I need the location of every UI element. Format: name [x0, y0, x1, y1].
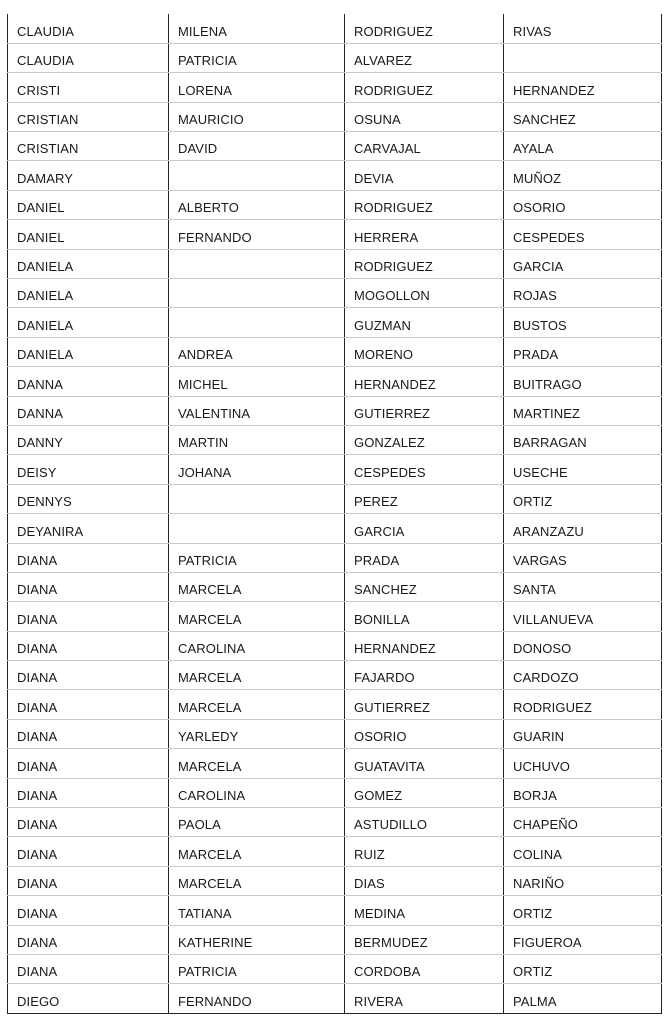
second-surname-cell: BORJA: [504, 778, 662, 807]
first-name-cell: DIANA: [8, 866, 169, 895]
second-surname-cell: CESPEDES: [504, 220, 662, 249]
first-name-cell: CLAUDIA: [8, 14, 169, 43]
second-name-cell: [169, 484, 345, 513]
first-name-cell: DIANA: [8, 572, 169, 601]
first-name-cell: DIANA: [8, 896, 169, 925]
second-surname-cell: COLINA: [504, 837, 662, 866]
second-name-cell: MARCELA: [169, 749, 345, 778]
table-row: [8, 631, 662, 660]
first-surname-cell: OSORIO: [345, 719, 504, 748]
first-surname-cell: GUZMAN: [345, 308, 504, 337]
first-name-cell: CRISTIAN: [8, 132, 169, 161]
first-name-cell: DANNY: [8, 425, 169, 454]
second-surname-cell: PRADA: [504, 337, 662, 366]
first-surname-cell: BERMUDEZ: [345, 925, 504, 954]
table-row: [8, 43, 662, 72]
second-name-cell: MILENA: [169, 14, 345, 43]
second-surname-cell: [504, 43, 662, 72]
table-row: [8, 220, 662, 249]
second-name-cell: MARCELA: [169, 661, 345, 690]
first-name-cell: DIANA: [8, 837, 169, 866]
first-name-cell: DANIEL: [8, 190, 169, 219]
first-surname-cell: CESPEDES: [345, 455, 504, 484]
first-surname-cell: RUIZ: [345, 837, 504, 866]
second-surname-cell: RIVAS: [504, 14, 662, 43]
second-surname-cell: CARDOZO: [504, 661, 662, 690]
table-row: [8, 896, 662, 925]
first-surname-cell: OSUNA: [345, 102, 504, 131]
table-row: [8, 572, 662, 601]
table-row: [8, 102, 662, 131]
first-surname-cell: GARCIA: [345, 514, 504, 543]
first-surname-cell: FAJARDO: [345, 661, 504, 690]
first-surname-cell: HERNANDEZ: [345, 631, 504, 660]
second-name-cell: PAOLA: [169, 808, 345, 837]
second-name-cell: CAROLINA: [169, 631, 345, 660]
table-row: [8, 14, 662, 43]
second-name-cell: [169, 308, 345, 337]
first-name-cell: CLAUDIA: [8, 43, 169, 72]
first-name-cell: DANNA: [8, 396, 169, 425]
table-row: [8, 425, 662, 454]
second-name-cell: DAVID: [169, 132, 345, 161]
table-row: [8, 249, 662, 278]
first-name-cell: DIANA: [8, 778, 169, 807]
table-row: [8, 749, 662, 778]
second-surname-cell: VARGAS: [504, 543, 662, 572]
table-row: [8, 190, 662, 219]
second-name-cell: MARTIN: [169, 425, 345, 454]
first-surname-cell: RODRIGUEZ: [345, 190, 504, 219]
second-surname-cell: RODRIGUEZ: [504, 690, 662, 719]
second-surname-cell: BARRAGAN: [504, 425, 662, 454]
first-name-cell: CRISTI: [8, 73, 169, 102]
table-row: [8, 925, 662, 954]
first-surname-cell: GUTIERREZ: [345, 396, 504, 425]
table-row: [8, 514, 662, 543]
table-row: [8, 543, 662, 572]
first-name-cell: DIANA: [8, 719, 169, 748]
first-surname-cell: GOMEZ: [345, 778, 504, 807]
table-row: [8, 484, 662, 513]
second-name-cell: MARCELA: [169, 602, 345, 631]
first-surname-cell: GUATAVITA: [345, 749, 504, 778]
first-surname-cell: BONILLA: [345, 602, 504, 631]
table-row: [8, 455, 662, 484]
first-surname-cell: MOGOLLON: [345, 279, 504, 308]
names-table: [7, 14, 662, 1014]
second-surname-cell: USECHE: [504, 455, 662, 484]
table-row: [8, 984, 662, 1013]
table-row: [8, 866, 662, 895]
first-name-cell: DIEGO: [8, 984, 169, 1013]
second-name-cell: ALBERTO: [169, 190, 345, 219]
second-name-cell: PATRICIA: [169, 543, 345, 572]
first-name-cell: DIANA: [8, 690, 169, 719]
first-name-cell: DIANA: [8, 631, 169, 660]
second-name-cell: MARCELA: [169, 690, 345, 719]
first-surname-cell: MORENO: [345, 337, 504, 366]
first-surname-cell: DEVIA: [345, 161, 504, 190]
second-surname-cell: VILLANUEVA: [504, 602, 662, 631]
first-surname-cell: HERRERA: [345, 220, 504, 249]
second-surname-cell: MARTINEZ: [504, 396, 662, 425]
second-name-cell: CAROLINA: [169, 778, 345, 807]
first-name-cell: CRISTIAN: [8, 102, 169, 131]
table-row: [8, 367, 662, 396]
table-row: [8, 396, 662, 425]
second-surname-cell: AYALA: [504, 132, 662, 161]
first-name-cell: DANIEL: [8, 220, 169, 249]
second-surname-cell: OSORIO: [504, 190, 662, 219]
second-name-cell: JOHANA: [169, 455, 345, 484]
first-name-cell: DIANA: [8, 955, 169, 984]
second-surname-cell: DONOSO: [504, 631, 662, 660]
second-surname-cell: ORTIZ: [504, 896, 662, 925]
second-name-cell: MARCELA: [169, 866, 345, 895]
first-surname-cell: SANCHEZ: [345, 572, 504, 601]
first-name-cell: DAMARY: [8, 161, 169, 190]
first-name-cell: DANIELA: [8, 249, 169, 278]
table-row: [8, 808, 662, 837]
second-surname-cell: HERNANDEZ: [504, 73, 662, 102]
first-surname-cell: RODRIGUEZ: [345, 249, 504, 278]
first-name-cell: DIANA: [8, 543, 169, 572]
first-surname-cell: ALVAREZ: [345, 43, 504, 72]
second-surname-cell: NARIÑO: [504, 866, 662, 895]
first-name-cell: DIANA: [8, 602, 169, 631]
table-row: [8, 661, 662, 690]
first-name-cell: DENNYS: [8, 484, 169, 513]
first-surname-cell: HERNANDEZ: [345, 367, 504, 396]
second-name-cell: [169, 161, 345, 190]
second-name-cell: TATIANA: [169, 896, 345, 925]
second-name-cell: [169, 279, 345, 308]
second-surname-cell: GUARIN: [504, 719, 662, 748]
first-name-cell: DIANA: [8, 661, 169, 690]
first-name-cell: DIANA: [8, 925, 169, 954]
second-surname-cell: BUITRAGO: [504, 367, 662, 396]
second-surname-cell: UCHUVO: [504, 749, 662, 778]
second-name-cell: MARCELA: [169, 837, 345, 866]
second-name-cell: MARCELA: [169, 572, 345, 601]
first-name-cell: DANNA: [8, 367, 169, 396]
second-surname-cell: SANCHEZ: [504, 102, 662, 131]
table-row: [8, 778, 662, 807]
first-surname-cell: DIAS: [345, 866, 504, 895]
second-name-cell: VALENTINA: [169, 396, 345, 425]
first-surname-cell: RIVERA: [345, 984, 504, 1013]
first-name-cell: DIANA: [8, 749, 169, 778]
first-surname-cell: MEDINA: [345, 896, 504, 925]
second-surname-cell: CHAPEÑO: [504, 808, 662, 837]
second-surname-cell: FIGUEROA: [504, 925, 662, 954]
table-row: [8, 955, 662, 984]
first-name-cell: DANIELA: [8, 337, 169, 366]
first-name-cell: DEYANIRA: [8, 514, 169, 543]
second-surname-cell: ARANZAZU: [504, 514, 662, 543]
second-name-cell: PATRICIA: [169, 43, 345, 72]
second-name-cell: KATHERINE: [169, 925, 345, 954]
second-name-cell: ANDREA: [169, 337, 345, 366]
table-row: [8, 837, 662, 866]
table-row: [8, 161, 662, 190]
second-surname-cell: PALMA: [504, 984, 662, 1013]
first-surname-cell: ASTUDILLO: [345, 808, 504, 837]
second-name-cell: FERNANDO: [169, 984, 345, 1013]
second-name-cell: [169, 249, 345, 278]
names-table-body: [8, 14, 662, 1013]
second-surname-cell: ORTIZ: [504, 955, 662, 984]
second-name-cell: LORENA: [169, 73, 345, 102]
second-surname-cell: ORTIZ: [504, 484, 662, 513]
table-row: [8, 132, 662, 161]
first-name-cell: DEISY: [8, 455, 169, 484]
table-row: [8, 73, 662, 102]
table-row: [8, 719, 662, 748]
first-surname-cell: GONZALEZ: [345, 425, 504, 454]
first-surname-cell: CARVAJAL: [345, 132, 504, 161]
second-name-cell: YARLEDY: [169, 719, 345, 748]
table-row: [8, 602, 662, 631]
first-surname-cell: PEREZ: [345, 484, 504, 513]
table-row: [8, 279, 662, 308]
first-surname-cell: CORDOBA: [345, 955, 504, 984]
second-name-cell: MAURICIO: [169, 102, 345, 131]
second-surname-cell: GARCIA: [504, 249, 662, 278]
second-name-cell: [169, 514, 345, 543]
second-surname-cell: MUÑOZ: [504, 161, 662, 190]
second-name-cell: MICHEL: [169, 367, 345, 396]
table-row: [8, 690, 662, 719]
table-row: [8, 337, 662, 366]
first-surname-cell: RODRIGUEZ: [345, 14, 504, 43]
first-name-cell: DANIELA: [8, 308, 169, 337]
first-surname-cell: PRADA: [345, 543, 504, 572]
second-surname-cell: SANTA: [504, 572, 662, 601]
table-row: [8, 308, 662, 337]
first-surname-cell: RODRIGUEZ: [345, 73, 504, 102]
second-surname-cell: BUSTOS: [504, 308, 662, 337]
second-name-cell: PATRICIA: [169, 955, 345, 984]
second-name-cell: FERNANDO: [169, 220, 345, 249]
first-surname-cell: GUTIERREZ: [345, 690, 504, 719]
first-name-cell: DIANA: [8, 808, 169, 837]
second-surname-cell: ROJAS: [504, 279, 662, 308]
first-name-cell: DANIELA: [8, 279, 169, 308]
